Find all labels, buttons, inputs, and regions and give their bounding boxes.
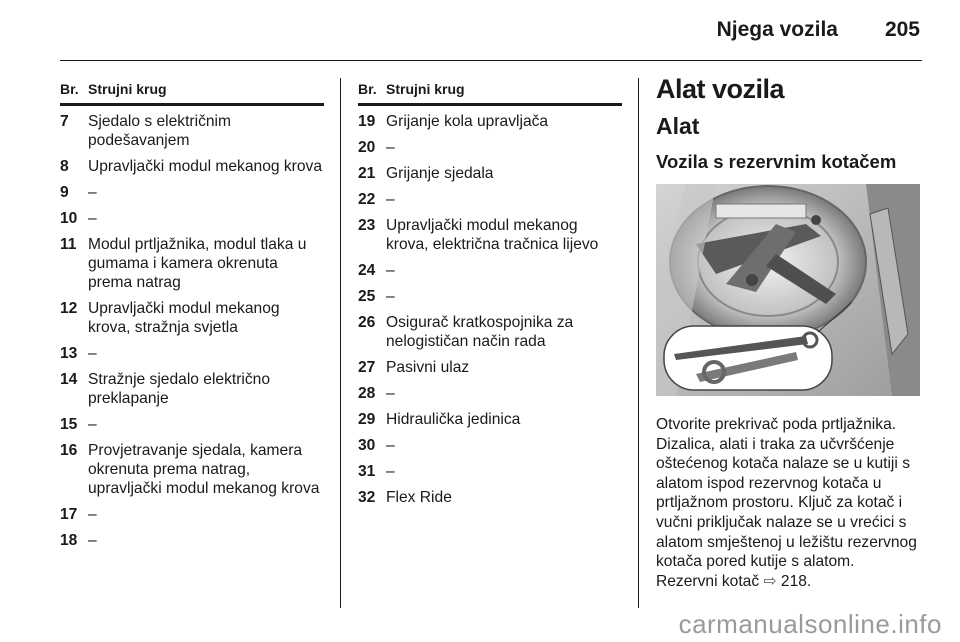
fuse-number: 8 xyxy=(60,158,69,175)
fuse-number: 11 xyxy=(60,236,77,253)
fuse-number: 30 xyxy=(358,437,376,454)
circuit-description: Hidraulička jedinica xyxy=(386,411,521,428)
section-title: Alat vozila xyxy=(656,74,785,104)
spare-wheel-reference-label: Rezervni kotač xyxy=(656,572,760,590)
table-row xyxy=(60,209,324,228)
fuse-number: 12 xyxy=(60,300,78,317)
column-header-circuit: Strujni krug xyxy=(386,81,465,97)
fuse-number: 31 xyxy=(358,463,376,480)
circuit-description: Upravljački modul mekanog krova, stražnja svjetla xyxy=(88,300,280,336)
fuse-table-left xyxy=(60,80,324,557)
table-row xyxy=(358,384,622,403)
circuit-description: – xyxy=(88,210,97,227)
page-number: 205 xyxy=(884,18,920,41)
table-row xyxy=(60,505,324,524)
circuit-description: – xyxy=(386,288,395,305)
circuit-description: – xyxy=(88,506,97,523)
circuit-description: Grijanje kola upravljača xyxy=(386,113,549,130)
instructions-paragraph xyxy=(656,415,924,591)
table-row xyxy=(358,488,622,507)
header-rule xyxy=(60,60,922,61)
fuse-number: 21 xyxy=(358,165,376,182)
table-row xyxy=(60,183,324,202)
circuit-description: – xyxy=(88,416,97,433)
circuit-description: Sjedalo s električnim podešavanjem xyxy=(88,113,232,149)
fuse-number: 13 xyxy=(60,345,78,362)
table-header xyxy=(358,80,622,106)
circuit-description: Grijanje sjedala xyxy=(386,165,494,182)
circuit-description: – xyxy=(386,385,395,402)
fuse-number: 22 xyxy=(358,191,376,208)
table-row xyxy=(60,531,324,550)
circuit-description: Osigurač kratkospojnika za nelogističan način rada xyxy=(386,314,574,350)
column-header-number: Br. xyxy=(60,81,79,97)
table-row xyxy=(358,138,622,157)
circuit-description: Upravljački modul mekanog krova, električna tračnica lijevo xyxy=(386,217,599,253)
spare-wheel-tools-photo xyxy=(656,184,920,396)
table-row xyxy=(358,358,622,377)
circuit-description: – xyxy=(386,139,395,156)
table-row xyxy=(60,344,324,363)
table-row xyxy=(60,415,324,434)
fuse-number: 26 xyxy=(358,314,376,331)
circuit-description: – xyxy=(88,532,97,549)
table-row xyxy=(358,287,622,306)
table-row xyxy=(60,370,324,408)
table-row xyxy=(60,235,324,292)
table-row xyxy=(358,164,622,183)
table-row xyxy=(358,313,622,351)
section-heading: Vozila s rezervnim kotačem xyxy=(656,151,897,172)
table-row xyxy=(358,112,622,131)
circuit-description: Stražnje sjedalo električno preklapanje xyxy=(88,371,271,407)
table-row xyxy=(358,410,622,429)
fuse-number: 23 xyxy=(358,217,376,234)
fuse-number: 7 xyxy=(60,113,69,130)
fuse-number: 29 xyxy=(358,411,376,428)
table-row xyxy=(60,157,324,176)
fuse-number: 15 xyxy=(60,416,78,433)
page-header-title: Njega vozila xyxy=(716,18,838,41)
fuse-number: 9 xyxy=(60,184,69,201)
fuse-number: 18 xyxy=(60,532,78,549)
circuit-description: Pasivni ulaz xyxy=(386,359,470,376)
fuse-number: 24 xyxy=(358,262,376,279)
fuse-number: 17 xyxy=(60,506,78,523)
fuse-number: 10 xyxy=(60,210,78,227)
column-divider-left xyxy=(340,78,341,608)
fuse-number: 19 xyxy=(358,113,376,130)
circuit-description: – xyxy=(88,345,97,362)
watermark: carmanualsonline.info xyxy=(678,609,942,639)
table-row xyxy=(358,216,622,254)
table-row xyxy=(358,261,622,280)
fuse-number: 14 xyxy=(60,371,78,388)
circuit-description: Provjetravanje sjedala, kamera okrenuta prema natrag, upravljački modul mekanog krova xyxy=(88,442,320,497)
fuse-number: 27 xyxy=(358,359,376,376)
circuit-description: – xyxy=(386,191,395,208)
table-row xyxy=(358,462,622,481)
fuse-number: 32 xyxy=(358,489,376,506)
circuit-description: – xyxy=(386,262,395,279)
page-reference-link[interactable]: 218. xyxy=(780,572,812,590)
fuse-number: 20 xyxy=(358,139,376,156)
fuse-number: 25 xyxy=(358,288,376,305)
section-subtitle: Alat xyxy=(656,113,700,139)
column-divider-right xyxy=(638,78,639,608)
table-header xyxy=(60,80,324,106)
table-row xyxy=(60,441,324,498)
table-row xyxy=(60,299,324,337)
column-header-circuit: Strujni krug xyxy=(88,81,167,97)
circuit-description: Upravljački modul mekanog krova xyxy=(88,158,323,175)
circuit-description: Modul prtljažnika, modul tlaka u gumama i kamera okrenuta prema natrag xyxy=(88,236,307,291)
circuit-description: – xyxy=(386,463,395,480)
circuit-description: – xyxy=(386,437,395,454)
circuit-description: Flex Ride xyxy=(386,489,452,506)
fuse-number: 28 xyxy=(358,385,376,402)
table-row xyxy=(60,112,324,150)
circuit-description: – xyxy=(88,184,97,201)
table-row xyxy=(358,436,622,455)
table-row xyxy=(358,190,622,209)
fuse-table-right xyxy=(358,80,622,514)
page-reference-arrow-icon: ⇨ xyxy=(763,572,777,590)
vehicle-tools-section xyxy=(656,74,924,591)
column-header-number: Br. xyxy=(358,81,377,97)
paragraph-text: Otvorite prekrivač poda prtljažnika. Dizalica, alati i traka za učvršćenje oštećenog kotača nalaze se u kutiji s alatom ispod rezervnog kotača u prtljažnom prostoru. Ključ za kotač i vučni priključak nalaze se u vrećici s alatom smještenoj u ležištu rezervnog kotača pored kutije s alatom. xyxy=(656,416,917,571)
fuse-number: 16 xyxy=(60,442,78,459)
